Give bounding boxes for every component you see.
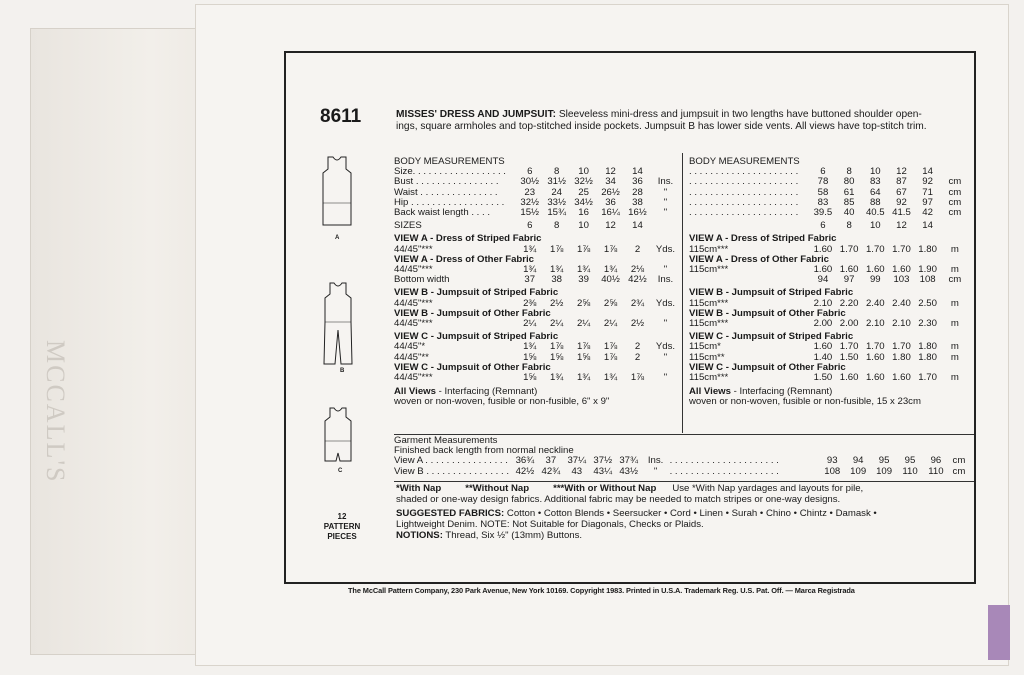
view-title-row <box>689 231 969 244</box>
size-value: 10 <box>578 220 589 232</box>
measure-value: 83 <box>869 176 881 188</box>
measurements-table-inches <box>394 157 680 408</box>
measure-value: 10 <box>869 166 881 178</box>
measure-value: 34 <box>605 176 616 188</box>
yardage-value: 1⅞ <box>630 372 645 384</box>
garment-cm-value: 109 <box>850 465 867 477</box>
pattern-pieces <box>312 512 372 542</box>
garment-value: 37¾ <box>619 455 639 467</box>
measure-value: 34½ <box>574 196 593 208</box>
yardage-value: 2½ <box>630 318 645 330</box>
size-value: 6 <box>527 220 533 232</box>
size-value: 10 <box>869 220 881 232</box>
yardage-unit: " <box>663 351 668 363</box>
garment-cm-value: 95 <box>904 455 916 467</box>
yardage-value: 2.10 <box>813 297 833 309</box>
yardage-value: 2 <box>634 243 641 255</box>
measure-value: 61 <box>843 186 855 198</box>
sketch-label-a: A <box>335 235 340 241</box>
yardage-value: 1.70 <box>865 341 885 353</box>
yardage-unit: m <box>950 243 959 255</box>
measure-value: 92 <box>896 196 907 208</box>
yardage-value: 2⅛ <box>630 264 645 276</box>
all-views-row <box>689 383 969 407</box>
yardage-value: 2.40 <box>892 297 911 309</box>
measure-value: 10 <box>578 166 589 178</box>
nap-rule <box>394 481 974 482</box>
measure-value: 32½ <box>574 176 593 188</box>
yardage-value: 2½ <box>550 297 564 309</box>
size-value: 14 <box>632 220 643 232</box>
garment-cm-value: 110 <box>902 465 918 477</box>
garment-value: 43½ <box>619 465 639 477</box>
yardage-value: 2¼ <box>523 318 537 330</box>
yardage-value: 2.30 <box>918 318 937 330</box>
yardage-value: 2¼ <box>550 318 564 330</box>
measure-unit: " <box>663 207 668 219</box>
measure-row <box>689 208 969 218</box>
measure-value: 33½ <box>547 196 567 208</box>
yardage-row <box>689 275 969 285</box>
measure-value: 12 <box>605 166 616 178</box>
garment-value: 43 <box>571 465 583 477</box>
table-heading: BODY MEASUREMENTS <box>689 156 800 167</box>
measure-value: 40 <box>843 207 855 219</box>
yardage-label: 115cm*** <box>689 243 729 255</box>
yardage-value: 2⅝ <box>576 297 591 309</box>
garment-subtitle: Finished back length from normal neckline <box>394 445 574 457</box>
yardage-value: 42½ <box>628 274 647 286</box>
pieces-label-1: PATTERN <box>323 522 361 531</box>
garment-value: 42¾ <box>541 465 561 477</box>
size-value: 12 <box>605 220 616 232</box>
yardage-value: 1.60 <box>813 264 833 276</box>
yardage-label: 44/45"*** <box>394 297 433 309</box>
measure-value: 85 <box>843 196 855 208</box>
measure-value: 6 <box>820 166 826 178</box>
description-line2: ings, square armholes and top-stitched inside pockets. Jumpsuit B has lower side vents. All views have top-stitch trim. <box>396 121 927 132</box>
view-title: VIEW C - Jumpsuit of Other Fabric <box>689 361 846 373</box>
nap-note2: shaded or one-way design fabrics. Additional fabric may be needed to match stripes or one-way designs. <box>396 494 841 505</box>
garment-title: Garment Measurements <box>394 435 498 446</box>
yardage-unit: cm <box>948 274 962 286</box>
flap-faded-text: MCCALL'S <box>41 340 70 484</box>
yardage-value: 37 <box>524 274 536 286</box>
yardage-value: 2 <box>634 341 641 353</box>
yardage-value: 1¾ <box>523 243 537 255</box>
measure-value: 36 <box>632 176 643 188</box>
yardage-value: 103 <box>893 274 910 286</box>
yardage-value: 1.60 <box>839 372 859 384</box>
all-views-line2: woven or non-woven, fusible or non-fusible, 6" x 9" <box>394 396 610 408</box>
yardage-value: 1⅝ <box>523 372 537 384</box>
size-value: 6 <box>820 220 826 232</box>
measure-label: . . . . . . . . . . . . . . . . . . . . . <box>689 166 799 178</box>
yardage-value: 1.80 <box>918 351 937 363</box>
table-heading: BODY MEASUREMENTS <box>394 156 505 167</box>
publisher-footer: The McCall Pattern Company, 230 Park Avenue, New York 10169. Copyright 1983. Printed in U.S.A. Trademark Reg. U.S. Pat. Off. — Marca Registrada <box>348 586 855 595</box>
pieces-label-2: PIECES <box>327 532 357 541</box>
garment-unit: Ins. <box>647 455 664 467</box>
yardage-value: 1⅝ <box>523 351 537 363</box>
measure-unit: " <box>663 186 668 198</box>
yardage-value: 1⅞ <box>603 351 618 363</box>
measure-unit: cm <box>948 207 962 219</box>
measure-value: 83 <box>817 196 829 208</box>
yardage-unit: m <box>950 351 959 363</box>
garment-label: View B . . . . . . . . . . . . . . . . <box>394 465 509 477</box>
garment-measurements <box>394 436 969 477</box>
yardage-unit: m <box>950 318 959 330</box>
measure-label: Waist . . . . . . . . . . . . . . . <box>394 186 498 198</box>
measurements-table-metric <box>689 157 969 408</box>
yardage-value: 1¾ <box>603 264 618 276</box>
measure-value: 16 <box>578 207 589 219</box>
yardage-value: 94 <box>817 274 829 286</box>
garment-cm-value: 96 <box>930 455 942 467</box>
yardage-label: 115cm*** <box>689 318 729 330</box>
measure-value: 23 <box>524 186 536 198</box>
yardage-value: 1⅞ <box>576 341 591 353</box>
measure-label: . . . . . . . . . . . . . . . . . . . . . <box>689 207 799 219</box>
garment-cm-value: 108 <box>824 465 841 477</box>
yardage-label: 115cm*** <box>689 372 729 384</box>
view-title: VIEW A - Dress of Striped Fabric <box>689 233 837 245</box>
size-value: 8 <box>554 220 560 232</box>
fabrics-text2: Lightweight Denim. NOTE: Not Suitable for Diagonals, Checks or Plaids. <box>396 519 704 530</box>
yardage-value: 1.70 <box>839 341 859 353</box>
yardage-unit: Yds. <box>655 341 676 353</box>
view-title: VIEW A - Dress of Other Fabric <box>689 253 830 265</box>
yardage-value: 1¾ <box>576 372 591 384</box>
measure-unit: cm <box>948 196 962 208</box>
view-title: VIEW A - Dress of Other Fabric <box>394 253 535 265</box>
yardage-value: 1.60 <box>839 264 859 276</box>
description-line1: Sleeveless mini-dress and jumpsuit in two lengths have buttoned shoulder open- <box>558 109 922 120</box>
yardage-row <box>394 319 680 329</box>
yardage-value: 1.70 <box>865 243 885 255</box>
yardage-value: 1.60 <box>865 264 885 276</box>
view-title: VIEW C - Jumpsuit of Striped Fabric <box>394 331 559 343</box>
measure-value: 92 <box>922 176 933 188</box>
yardage-value: 1¾ <box>603 372 618 384</box>
yardage-value: 2.10 <box>865 318 885 330</box>
yardage-label: 115cm** <box>689 351 725 363</box>
yardage-label: 44/45"*** <box>394 318 433 330</box>
yardage-value: 1⅞ <box>576 243 591 255</box>
size-value: 12 <box>896 220 907 232</box>
all-views-text: - Interfacing (Remnant) <box>435 386 538 398</box>
view-title: VIEW B - Jumpsuit of Other Fabric <box>394 307 551 319</box>
garment-cm-unit: cm <box>952 465 966 477</box>
nap-note: Use *With Nap yardages and layouts for pile, <box>672 483 864 494</box>
garment-dots: . . . . . . . . . . . . . . . . . . . . . <box>669 465 779 477</box>
measure-label: . . . . . . . . . . . . . . . . . . . . . <box>689 196 799 208</box>
yardage-value: 1.60 <box>813 341 833 353</box>
all-views-row <box>394 383 680 407</box>
measure-label: Size. . . . . . . . . . . . . . . . . . <box>394 166 506 178</box>
measure-value: 38 <box>632 196 643 208</box>
yardage-label: Bottom width <box>394 274 450 286</box>
yardage-value: 2¼ <box>603 318 618 330</box>
nap-legend <box>396 483 971 505</box>
spacer <box>651 218 680 231</box>
column-divider <box>682 153 683 433</box>
yardage-row <box>689 319 969 329</box>
sketch-label-c: C <box>338 468 343 474</box>
view-title-row <box>394 285 680 298</box>
pattern-number: 8611 <box>320 106 362 127</box>
garment-value: 37¼ <box>567 455 587 467</box>
yardage-value: 99 <box>869 274 881 286</box>
yardage-unit: m <box>950 341 959 353</box>
yardage-unit: " <box>663 318 668 330</box>
garment-cm-value: 110 <box>928 465 944 477</box>
yardage-unit: Yds. <box>655 243 676 255</box>
yardage-value: 2.40 <box>865 297 885 309</box>
yardage-unit: m <box>950 297 959 309</box>
measure-value: 78 <box>817 176 829 188</box>
measure-value: 31½ <box>547 176 567 188</box>
suggested-fabrics <box>396 508 971 541</box>
view-title: VIEW A - Dress of Striped Fabric <box>394 233 542 245</box>
size-value: 8 <box>846 220 852 232</box>
yardage-value: 2¾ <box>630 297 645 309</box>
yardage-value: 2¼ <box>576 318 591 330</box>
measure-value: 32½ <box>520 196 540 208</box>
sizes-label: SIZES <box>394 220 422 232</box>
measure-value: 71 <box>922 186 933 198</box>
sketch-view-a <box>318 155 356 237</box>
yardage-value: 1.80 <box>892 351 911 363</box>
view-title: VIEW B - Jumpsuit of Striped Fabric <box>394 287 559 299</box>
garment-cm-value: 109 <box>876 465 893 477</box>
sizes-row <box>394 218 680 231</box>
pattern-title: MISSES' DRESS AND JUMPSUIT: <box>396 109 556 120</box>
yardage-value: 2.20 <box>839 297 859 309</box>
yardage-label <box>689 275 810 285</box>
yardage-value: 1⅞ <box>603 243 618 255</box>
yardage-unit: m <box>950 264 959 276</box>
measure-value: 28 <box>632 186 643 198</box>
measure-unit: cm <box>948 176 962 188</box>
yardage-value: 1.50 <box>813 372 833 384</box>
sketch-view-c <box>318 405 358 467</box>
yardage-value: 108 <box>919 274 936 286</box>
measure-value: 8 <box>554 166 560 178</box>
yardage-unit: " <box>663 372 668 384</box>
all-views-cell <box>394 383 680 407</box>
pieces-count: 12 <box>337 512 347 521</box>
measure-row <box>394 208 680 218</box>
measure-label: . . . . . . . . . . . . . . . . . . . . . <box>689 176 799 188</box>
size-value: 14 <box>922 220 933 232</box>
garment-value: 42½ <box>515 465 535 477</box>
measure-value: 15¾ <box>547 207 567 219</box>
notions-text: Thread, Six ½" (13mm) Buttons. <box>442 530 583 541</box>
yardage-value: 1¾ <box>550 264 564 276</box>
yardage-row <box>689 373 969 383</box>
sizes-row <box>689 218 969 231</box>
measure-label: Hip . . . . . . . . . . . . . . . . . . <box>394 196 505 208</box>
all-views-title: All Views <box>689 386 731 398</box>
yardage-value: 2⅜ <box>523 297 537 309</box>
garment-dots: . . . . . . . . . . . . . . . . . . . . . <box>669 455 779 467</box>
yardage-value: 1.80 <box>918 243 937 255</box>
yardage-value: 1⅞ <box>603 341 618 353</box>
garment-value: 37 <box>545 455 557 467</box>
fabrics-text: Cotton • Cotton Blends • Seersucker • Cord • Linen • Surah • Chino • Chintz • Damask • <box>504 508 877 519</box>
yardage-value: 1⅝ <box>576 351 591 363</box>
measure-value: 14 <box>632 166 643 178</box>
yardage-value: 39 <box>578 274 589 286</box>
all-views-cell <box>689 383 969 407</box>
purple-tab <box>988 605 1010 660</box>
yardage-value: 1.70 <box>892 243 911 255</box>
measure-value: 6 <box>527 166 533 178</box>
measure-value: 16¼ <box>601 207 620 219</box>
yardage-unit: Ins. <box>657 274 674 286</box>
measure-value: 64 <box>869 186 881 198</box>
sketch-label-b: B <box>340 368 345 374</box>
garment-row <box>394 467 969 477</box>
measure-value: 15½ <box>520 207 540 219</box>
measure-value: 42 <box>922 207 933 219</box>
yardage-value: 1.70 <box>892 341 911 353</box>
yardage-value: 1⅞ <box>550 341 564 353</box>
nap-without: **Without Nap <box>465 483 530 494</box>
measure-label: Back waist length . . . . <box>394 207 490 219</box>
yardage-label: 44/45"*** <box>394 264 433 276</box>
measure-value: 40.5 <box>865 207 885 219</box>
measure-value: 39.5 <box>813 207 833 219</box>
measure-value: 12 <box>896 166 907 178</box>
view-title: VIEW C - Jumpsuit of Other Fabric <box>394 361 551 373</box>
measure-value: 8 <box>846 166 852 178</box>
yardage-value: 1.90 <box>918 264 937 276</box>
garment-cm-unit: cm <box>952 455 966 467</box>
yardage-label: 115cm*** <box>689 297 729 309</box>
measure-unit: cm <box>948 186 962 198</box>
yardage-value: 1.60 <box>865 372 885 384</box>
yardage-value: 97 <box>843 274 855 286</box>
yardage-value: 2⅝ <box>603 297 618 309</box>
fabrics-title: SUGGESTED FABRICS: <box>396 508 505 519</box>
yardage-value: 1¾ <box>523 341 537 353</box>
measure-value: 97 <box>922 196 933 208</box>
yardage-label: 44/45"*** <box>394 372 433 384</box>
yardage-value: 1¾ <box>576 264 591 276</box>
yardage-value: 1.60 <box>813 243 833 255</box>
measure-value: 41.5 <box>892 207 911 219</box>
yardage-row <box>394 275 680 285</box>
spacer <box>941 218 969 231</box>
yardage-value: 1.80 <box>918 341 937 353</box>
yardage-value: 2 <box>634 351 641 363</box>
yardage-value: 2.00 <box>839 318 859 330</box>
garment-value: 43¼ <box>593 465 613 477</box>
yardage-label: 115cm* <box>689 341 721 353</box>
yardage-row <box>394 373 680 383</box>
measure-value: 87 <box>896 176 907 188</box>
sketch-view-b <box>318 280 358 368</box>
measure-value: 80 <box>843 176 855 188</box>
garment-unit: " <box>653 465 658 477</box>
all-views-text: - Interfacing (Remnant) <box>730 386 833 398</box>
measure-unit: " <box>663 196 668 208</box>
garment-value: 37½ <box>593 455 613 467</box>
sizes-label <box>689 218 810 231</box>
yardage-value: 38 <box>551 274 562 286</box>
measure-unit: Ins. <box>657 176 674 188</box>
measure-value: 14 <box>922 166 933 178</box>
notions-title: NOTIONS: <box>396 530 443 541</box>
yardage-value: 1¾ <box>523 264 537 276</box>
measure-value: 26½ <box>601 186 620 198</box>
yardage-value: 1¾ <box>550 372 564 384</box>
measure-label: Bust . . . . . . . . . . . . . . . . <box>394 176 499 188</box>
yardage-value: 1.50 <box>839 351 859 363</box>
yardage-value: 1.70 <box>918 372 937 384</box>
view-title: VIEW B - Jumpsuit of Other Fabric <box>689 307 846 319</box>
view-title: VIEW C - Jumpsuit of Striped Fabric <box>689 331 854 343</box>
yardage-unit: Yds. <box>655 297 676 309</box>
yardage-value: 1⅞ <box>550 243 564 255</box>
nap-with: *With Nap <box>396 483 442 494</box>
view-title-row <box>689 285 969 298</box>
all-views-line2: woven or non-woven, fusible or non-fusible, 15 x 23cm <box>689 396 921 408</box>
measure-value: 58 <box>817 186 829 198</box>
yardage-value: 40½ <box>601 274 620 286</box>
measure-value: 30½ <box>520 176 540 188</box>
yardage-value: 2.00 <box>813 318 833 330</box>
measure-value: 67 <box>896 186 907 198</box>
garment-cm-value: 93 <box>826 455 838 467</box>
yardage-value: 2.50 <box>918 297 937 309</box>
yardage-value: 1.60 <box>892 264 911 276</box>
yardage-label: 115cm*** <box>689 264 729 276</box>
yardage-unit: " <box>663 264 668 276</box>
view-title: VIEW B - Jumpsuit of Striped Fabric <box>689 287 854 299</box>
measure-value: 25 <box>578 186 589 198</box>
garment-value: 36¾ <box>515 455 535 467</box>
yardage-label: 44/45"*** <box>394 243 433 255</box>
measure-value: 88 <box>869 196 881 208</box>
yardage-value: 1.60 <box>865 351 885 363</box>
measure-value: 16½ <box>628 207 647 219</box>
yardage-unit: m <box>950 372 959 384</box>
nap-either: ***With or Without Nap <box>553 483 657 494</box>
measure-value: 36 <box>605 196 616 208</box>
garment-cm-value: 95 <box>878 455 890 467</box>
all-views-title: All Views <box>394 386 436 398</box>
yardage-value: 2.10 <box>892 318 911 330</box>
garment-label: View A . . . . . . . . . . . . . . . . <box>394 455 508 467</box>
yardage-value: 1.40 <box>813 351 833 363</box>
yardage-value: 1.70 <box>839 243 859 255</box>
measure-value: 24 <box>551 186 562 198</box>
yardage-value: 1⅝ <box>550 351 564 363</box>
yardage-label: 44/45"** <box>394 351 429 363</box>
measure-label: . . . . . . . . . . . . . . . . . . . . . <box>689 186 799 198</box>
yardage-label: 44/45"* <box>394 341 426 353</box>
yardage-value: 1.60 <box>892 372 911 384</box>
garment-cm-value: 94 <box>852 455 864 467</box>
pattern-description <box>396 109 971 133</box>
view-title-row <box>394 231 680 244</box>
